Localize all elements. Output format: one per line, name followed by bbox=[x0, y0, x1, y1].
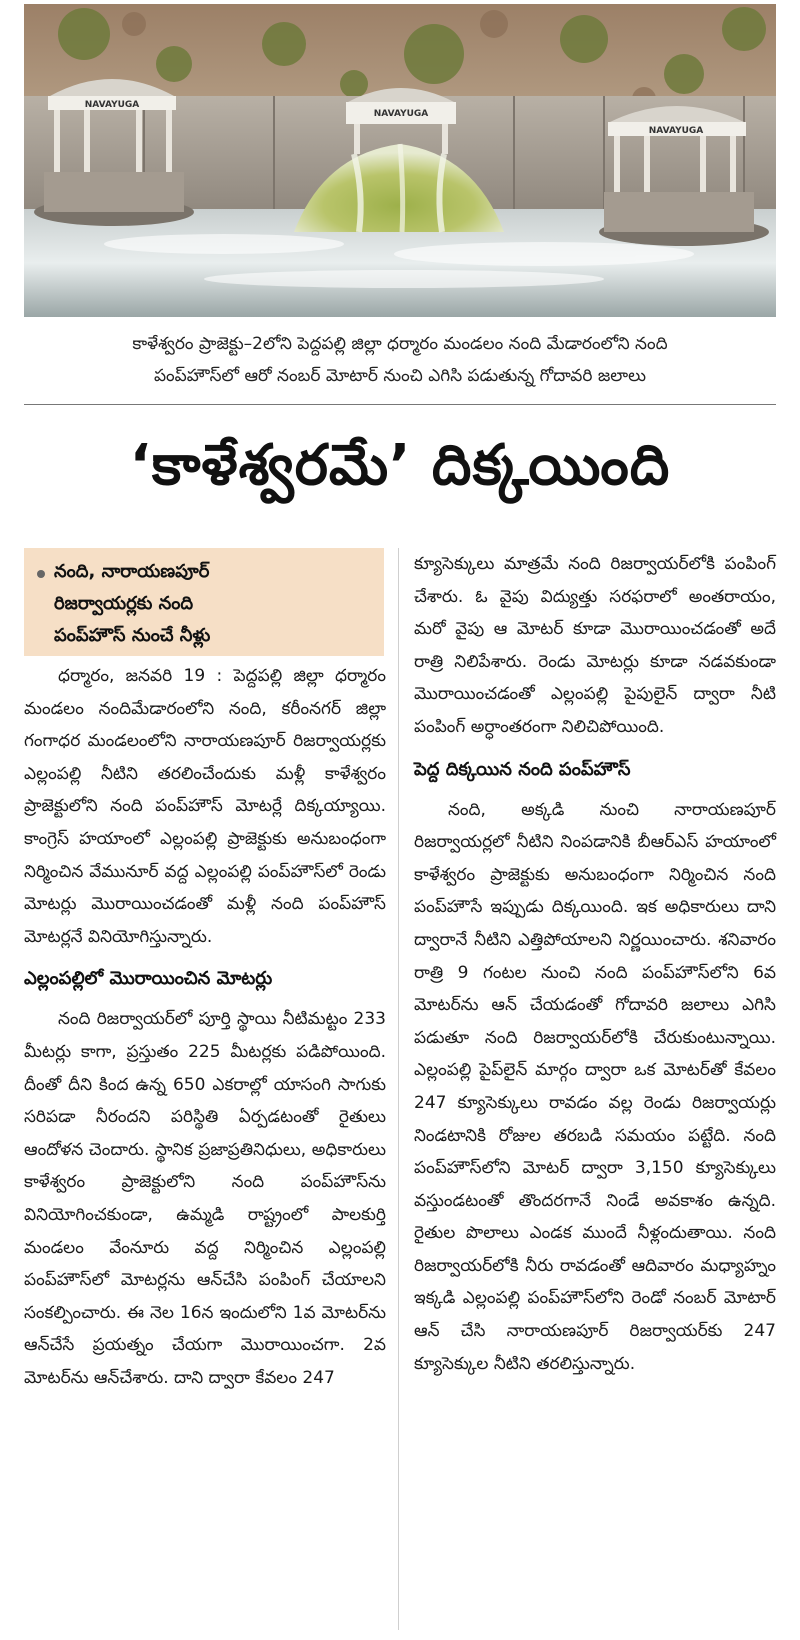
pumphouse-sign-2: NAVAYUGA bbox=[373, 109, 429, 119]
left-column bbox=[24, 660, 386, 1394]
right-column bbox=[414, 548, 776, 1380]
bullet-icon bbox=[37, 570, 45, 578]
left-paragraph-1: ధర్మారం, జనవరి 19 : పెద్దపల్లి జిల్లా ధర్మారం మండలం నందిమేడారంలోని నంది, కరీంనగర్ జిల్లా గంగాధర మండలంలోని నారాయణపూర్ రిజర్వాయర్లకు ఎల్లంపల్లి నీటిని తరలించేందుకు మళ్లీ కాళేశ్వరం ప్రాజెక్టులోని నంది పంప్‌హౌస్ మోటర్లే దిక్కయ్యాయి. కాంగ్రెస్ హయాంలో ఎల్లంపల్లి ప్రాజెక్టుకు అనుబంధంగా నిర్మించిన వేమునూర్ వద్ద ఎల్లంపల్లి పంప్‌హౌస్‌లో రెండు మోటర్లు మొరాయించడంతో మళ్లీ నంది పంప్‌హౌస్ మోటర్లనే వినియోగిస్తున్నారు. bbox=[24, 666, 386, 947]
news-photo bbox=[24, 4, 776, 317]
left-paragraph-2: నంది రిజర్వాయర్‌లో పూర్తి స్థాయి నీటిమట్టం 233 మీటర్లు కాగా, ప్రస్తుతం 225 మీటర్లకు పడిపోయింది. దీంతో దీని కింద ఉన్న 650 ఎకరాల్లో యాసంగి సాగుకు సరిపడా నీరందని పరిస్థితి ఏర్పడటంతో రైతులు ఆందోళన చెందారు. స్థానిక ప్రజాప్రతినిధులు, అధికారులు కాళేశ్వరం ప్రాజెక్టులోని నంది పంప్‌హౌస్‌ను వినియోగించకుండా, ఉమ్మడి రాష్ట్రంలో పాలకుర్తి మండలం వేంనూరు వద్ద నిర్మించిన ఎల్లంపల్లి పంప్‌హౌస్‌లో మోటర్లను ఆన్‌చేసి పంపింగ్ చేయాలని సంకల్పించారు. ఈ నెల 16న ఇందులోని 1వ మోటర్‌ను ఆన్‌చేసే ప్రయత్నం చేయగా మొరాయించగా. 2వ మోటర్‌ను ఆన్‌చేశారు. దాని ద్వారా కేవలం 247 bbox=[24, 1009, 386, 1388]
highlight-line-3: పంప్‌హౌస్ నుంచే నీళ్లు bbox=[54, 625, 211, 646]
pumphouse-photo-illustration bbox=[24, 4, 776, 317]
highlight-line-1: నంది, నారాయణపూర్ bbox=[54, 561, 210, 582]
caption-line-1: కాళేశ్వరం ప్రాజెక్టు–2లోని పెద్దపల్లి జిల్లా ధర్మారం మండలం నంది మేడారంలోని నంది bbox=[132, 334, 668, 354]
right-subheading: పెద్ద దిక్కయిన నంది పంప్‌హౌస్ bbox=[414, 758, 631, 780]
pumphouse-sign-1: NAVAYUGA bbox=[84, 100, 140, 110]
right-paragraph-1: క్యూసెక్కులు మాత్రమే నంది రిజర్వాయర్‌లోకి పంపింగ్ చేశారు. ఓ వైపు విద్యుత్తు సరఫరాలో అంతరాయం, మరో వైపు ఆ మోటర్ కూడా మొరాయించడంతో అదే రాత్రి నిలిపేశారు. రెండు మోటర్లు కూడా నడవకుండా మొరాయించడంతో ఎల్లంపల్లి పైపులైన్ ద్వారా నీటి పంపింగ్ అర్ధాంతరంగా నిలిచిపోయింది. bbox=[414, 554, 776, 737]
caption-divider bbox=[24, 404, 776, 405]
left-subheading: ఎల్లంపల్లిలో మొరాయించిన మోటర్లు bbox=[24, 968, 273, 990]
pumphouse-sign-3: NAVAYUGA bbox=[648, 126, 704, 136]
highlight-box bbox=[24, 548, 384, 656]
photo-caption bbox=[24, 328, 776, 392]
right-paragraph-2: నంది, అక్కడి నుంచి నారాయణపూర్ రిజర్వాయర్లలో నీటిని నింపడానికి బీఆర్‌ఎస్ హయాంలో కాళేశ్వరం ప్రాజెక్టుకు అనుబంధంగా నిర్మించిన నంది పంప్‌హౌసే ఇప్పుడు దిక్కయింది. ఇక అధికారులు దాని ద్వారానే నీటిని ఎత్తిపోయాలని నిర్ణయించారు. శనివారం రాత్రి 9 గంటల నుంచి నంది పంప్‌హౌస్‌లోని 6వ మోటర్‌ను ఆన్ చేయడంతో గోదావరి జలాలు ఎగిసి పడుతూ నంది రిజర్వాయర్‌లోకి చేరుకుంటున్నాయి. ఎల్లంపల్లి పైప్‌లైన్ మార్గం ద్వారా ఒక మోటర్‌తో కేవలం 247 క్యూసెక్కులు రావడం వల్ల రెండు రిజర్వాయర్లు నిండటానికి రోజుల తరబడి సమయం పట్టేది. నంది పంప్‌హౌస్‌లోని మోటర్ ద్వారా 3,150 క్యూసెక్కులు వస్తుండటంతో తొందరగానే నిండే అవకాశం ఉన్నది. రైతుల పొలాలు ఎండక ముందే నీళ్లందుతాయి. నంది రిజర్వాయర్‌లోకి నీరు రావడంతో ఆదివారం మధ్యాహ్నం ఇక్కడి ఎల్లంపల్లి పంప్‌హౌస్‌లోని రెండో నంబర్ మోటార్ ఆన్ చేసి నారాయణపూర్ రిజర్వాయర్‌కు 247 క్యూసెక్కుల నీటిని తరలిస్తున్నారు. bbox=[414, 799, 776, 1374]
article-headline: ‘కాళేశ్వరమే’ దిక్కయింది bbox=[129, 433, 671, 498]
column-divider bbox=[398, 548, 399, 1630]
caption-line-2: పంప్‌హౌస్‌లో ఆరో నంబర్ మోటార్ నుంచి ఎగిసి పడుతున్న గోదావరి జలాలు bbox=[153, 366, 647, 386]
highlight-line-2: రిజర్వాయర్లకు నంది bbox=[54, 593, 194, 614]
